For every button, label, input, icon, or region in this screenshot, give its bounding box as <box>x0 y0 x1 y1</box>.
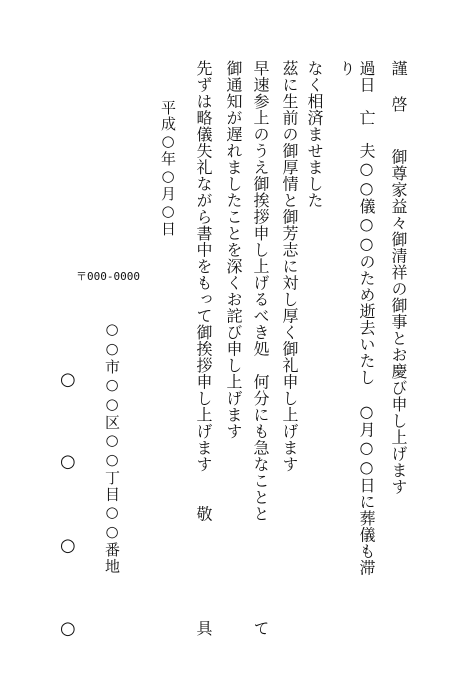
binding-hole-mark-4: ○ <box>60 618 76 639</box>
closing-line: 先ずは略儀失礼ながら書中をもって御挨拶申し上げます 敬 <box>194 60 213 522</box>
body-line-1: 過日 亡 夫○○儀○○のため逝去いたし ○月○○日に葬儀も滞 <box>357 60 376 576</box>
binding-hole-mark-2: ○ <box>60 451 76 472</box>
postal-code: 〒000-0000 <box>76 270 140 283</box>
body-line-5: 御通知が遅れましたことを深くお詫び申し上げます <box>224 60 243 440</box>
binding-hole-mark-1: ○ <box>60 369 76 390</box>
body-line-3: 茲に生前の御厚情と御芳志に対し厚く御礼申し上げます <box>280 60 299 473</box>
body-line-4: 早速参上のうえ御挨拶申し上げるべき処 何分にも急なことと <box>251 60 270 522</box>
body-line-4-overflow: て <box>251 620 270 637</box>
binding-hole-mark-3: ○ <box>60 535 76 556</box>
closing-gu: 具 <box>194 620 213 637</box>
body-line-2: なく相済ませました <box>305 60 324 209</box>
letter-date: 平成○年○月○日 <box>159 100 177 237</box>
sender-address: ○○市○○区○○丁目○○番地 <box>103 320 121 575</box>
body-line-1-overflow: り <box>337 60 356 77</box>
salutation-line: 謹 啓 御尊家益々御清祥の御事とお慶び申し上げます <box>389 60 408 495</box>
